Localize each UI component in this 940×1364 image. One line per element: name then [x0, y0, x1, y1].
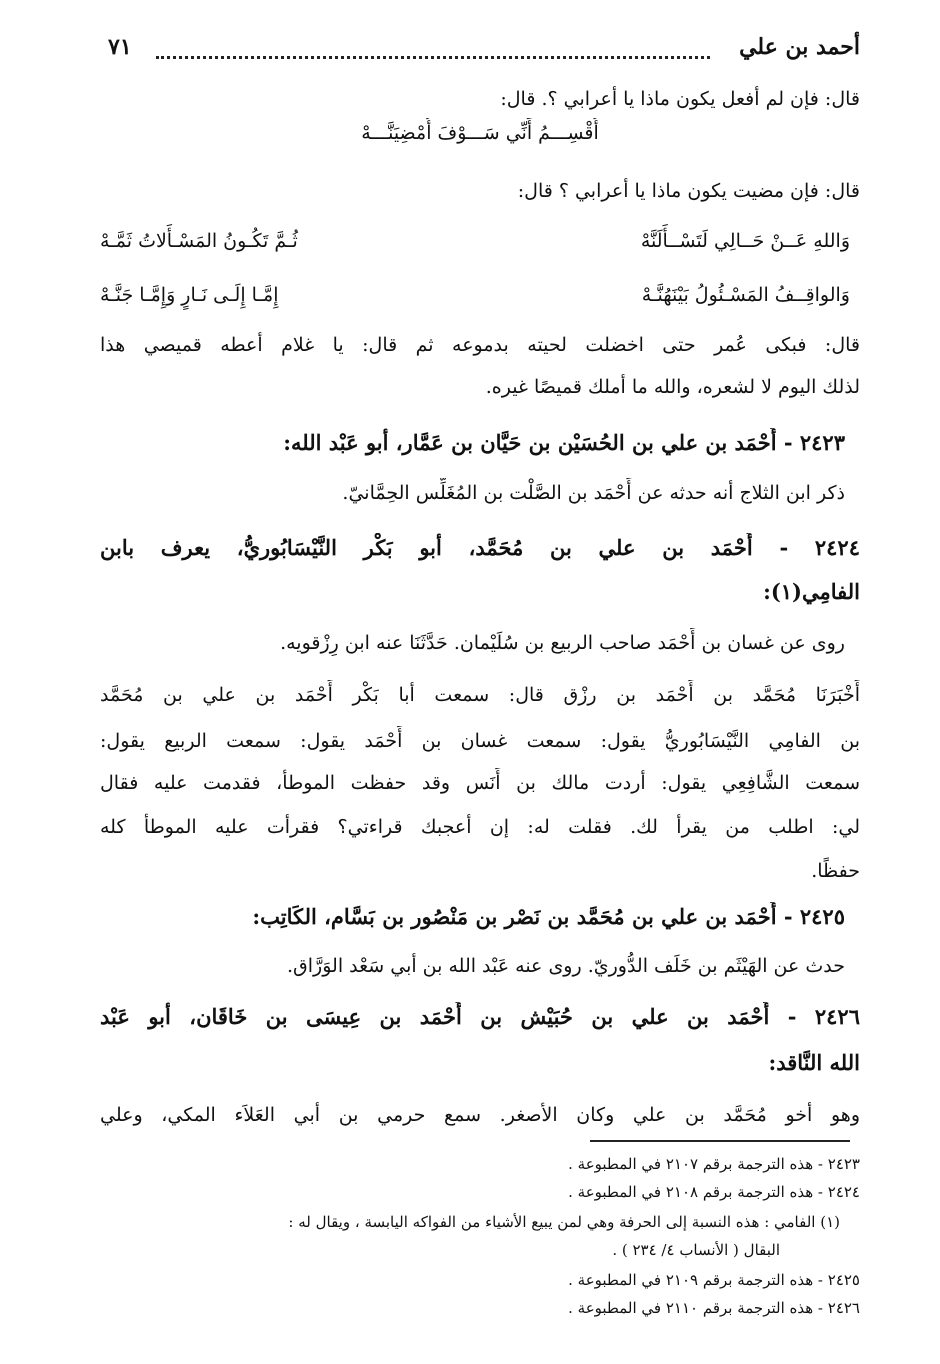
text-line: قال: فإن مضيت يكون ماذا يا أعرابي ؟ قال: [517, 180, 860, 202]
header-dotted-leader [156, 56, 710, 59]
entry-heading: الله النَّاقد: [768, 1050, 860, 1075]
entry-text: ذكر ابن الثلاج أنه حدثه عن أَحْمَد بن الصَّلْت بن المُغَلِّس الحِمَّانيّ. [342, 482, 845, 504]
entry-text: حفظًا. [811, 860, 860, 882]
footnote: (١) الفامي : هذه النسبة إلى الحرفة وهي لمن يبيع الأشياء من الفواكه اليابسة ، ويقال له : [288, 1213, 840, 1231]
verse-hemistich: ثُـمَّ تَكُـونُ المَسْـأَلاتُ ثَمَّـهْ [100, 230, 298, 252]
entry-text: روى عن غسان بن أَحْمَد صاحب الربيع بن سُلَيْمان. حَدَّثَنَا عنه ابن رِزْقويه. [280, 632, 845, 654]
footnote: ٢٤٢٣ - هذه الترجمة برقم ٢١٠٧ في المطبوعة . [568, 1155, 860, 1173]
poem-line: أُقْسِـــمُ أَنِّي سَـــوْفَ أُمْضِيَنَّـــهْ [361, 122, 599, 144]
entry-text: حدث عن الهَيْثَم بن خَلَف الدُّوريّ. روى عنه عَبْد الله بن أبي سَعْد الوَرَّاق. [286, 955, 845, 977]
entry-text: سمعت الشَّافِعِي يقول: أردت مالك بن أَنَس وقد حفظت الموطأ، فقدمت عليه فقال [100, 772, 860, 794]
entry-heading: ٢٤٢٤ - أَحْمَد بن علي بن مُحَمَّد، أبو بَكْر النَّيْسَابُوريُّ، يعرف بابن [100, 535, 860, 560]
running-header [108, 34, 860, 70]
footnote: ٢٤٢٤ - هذه الترجمة برقم ٢١٠٨ في المطبوعة . [568, 1183, 860, 1201]
entry-heading: ٢٤٢٣ - أَحْمَد بن علي بن الحُسَيْن بن حَيَّان بن عَمَّار، أبو عَبْد الله: [283, 430, 845, 455]
entry-text: وهو أخو مُحَمَّد بن علي وكان الأصغر. سمع حرمي بن أبي العَلاَء المكي، وعلي [100, 1104, 860, 1126]
entry-text: أَخْبَرَنَا مُحَمَّد بن أَحْمَد بن رزْق قال: سمعت أبا بَكْر أَحْمَد بن علي بن مُحَمَّد [100, 684, 860, 706]
entry-heading: ٢٤٢٦ - أَحْمَد بن علي بن حُبَيْش بن أَحْمَد بن عِيسَى بن خَاقَان، أبو عَبْد [100, 1004, 860, 1029]
text-line: قال: فبكى عُمر حتى اخضلت لحيته بدموعه ثم قال: يا غلام أعطه قميصي هذا [100, 334, 860, 356]
footnote: ٢٤٢٦ - هذه الترجمة برقم ٢١١٠ في المطبوعة . [568, 1299, 860, 1317]
entry-text: لي: اطلب من يقرأ لك. فقلت له: إن أعجبك قراءتي؟ فقرأت عليه الموطأ كله [100, 816, 860, 838]
entry-heading: ٢٤٢٥ - أَحْمَد بن علي بن مُحَمَّد بن نَصْر بن مَنْصُور بن بَسَّام، الكَاتِب: [252, 904, 845, 929]
footnote-separator [590, 1140, 850, 1142]
page-number: ٧١ [108, 34, 132, 60]
entry-heading: الفامِي(١): [763, 579, 860, 604]
verse-hemistich: وَاللهِ عَــنْ حَــالِي لَتَسْــأَلَنَّهْ [640, 230, 850, 252]
text-line: لذلك اليوم لا لشعره، والله ما أملك قميصًا غيره. [485, 376, 860, 398]
footnote: البقال ( الأنساب ٤/ ٢٣٤ ) . [612, 1241, 780, 1259]
entry-text: بن الفامِي النَّيْسَابُوريُّ يقول: سمعت غسان بن أَحْمَد يقول: سمعت الربيع يقول: [100, 730, 860, 752]
header-title: أحمد بن علي [739, 34, 860, 60]
footnote: ٢٤٢٥ - هذه الترجمة برقم ٢١٠٩ في المطبوعة . [568, 1271, 860, 1289]
verse-hemistich: إِمَّـا إِلَـى نَـارٍ وَإِمَّـا جَنَّـهْ [100, 284, 279, 306]
verse-hemistich: وَالواقِــفُ المَسْـئُولُ بَيْنَهُنَّـهْ [641, 284, 850, 306]
text-line: قال: فإن لم أفعل يكون ماذا يا أعرابي ؟. قال: [500, 88, 860, 110]
